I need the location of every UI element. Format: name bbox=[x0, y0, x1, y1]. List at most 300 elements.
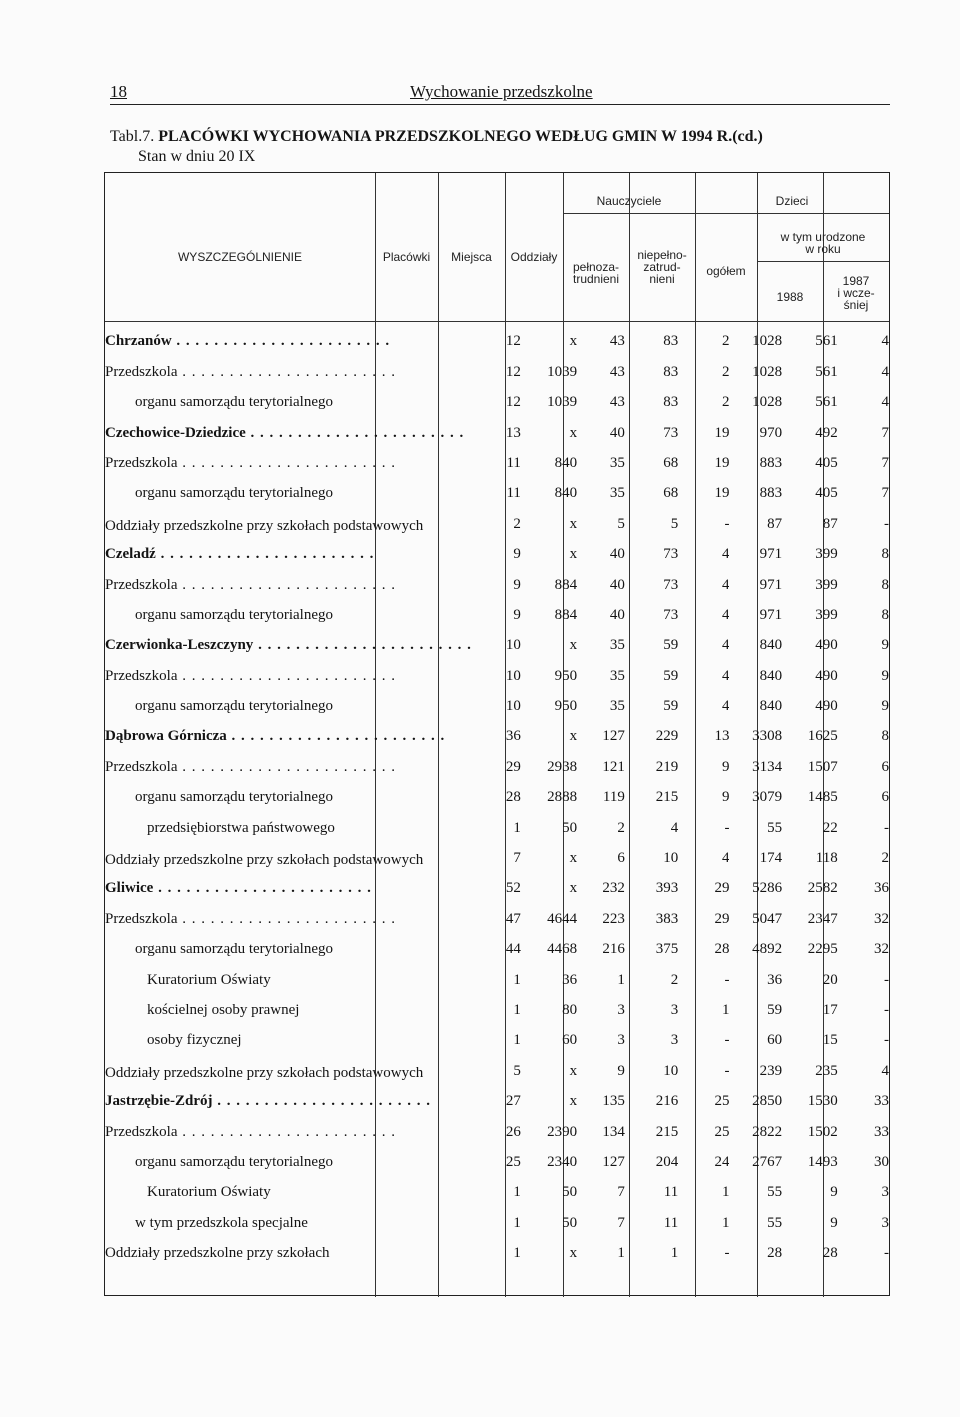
table-row bbox=[105, 1144, 889, 1174]
table-row bbox=[105, 353, 889, 383]
cell-value: 55 bbox=[767, 1214, 783, 1231]
cell-value: 40 bbox=[609, 606, 625, 623]
cell-value: 68 bbox=[663, 454, 679, 471]
cell-value: 27 bbox=[505, 1093, 521, 1110]
row-label bbox=[105, 840, 472, 870]
row-label-text: kościelnej osoby prawnej bbox=[147, 1001, 300, 1018]
cell-value: 3 bbox=[881, 1214, 889, 1231]
cell-value: 375 bbox=[655, 941, 679, 958]
table-row bbox=[105, 505, 889, 535]
row-label-text: Przedszkola . . . bbox=[105, 1124, 396, 1140]
cell-value: 4 bbox=[721, 576, 730, 593]
cell-value: 50 bbox=[562, 1214, 578, 1231]
cell-value: 10 bbox=[505, 667, 521, 684]
table-row bbox=[105, 384, 889, 414]
cell-value: x bbox=[569, 637, 578, 654]
cell-value: 26 bbox=[505, 1123, 521, 1140]
cell-value: - bbox=[724, 971, 730, 988]
row-label-text: Czeladź . . . bbox=[105, 546, 374, 562]
row-label bbox=[105, 353, 472, 383]
table-row bbox=[105, 748, 889, 778]
header-dzieci: Dzieci bbox=[775, 194, 809, 208]
cell-value: 2 bbox=[670, 971, 679, 988]
cell-value: 73 bbox=[663, 424, 679, 441]
row-label-text: Przedszkola . . . bbox=[105, 759, 396, 775]
cell-value: 43 bbox=[609, 394, 625, 411]
cell-value: 35 bbox=[609, 485, 625, 502]
header-rule bbox=[757, 261, 889, 262]
cell-value: 36 bbox=[767, 971, 783, 988]
row-label-text: Czerwionka-Leszczyny . . . bbox=[105, 637, 472, 653]
cell-value: 59 bbox=[663, 698, 679, 715]
row-label bbox=[105, 718, 472, 748]
table-row bbox=[105, 445, 889, 475]
cell-value: 32 bbox=[874, 910, 889, 927]
cell-value: 73 bbox=[663, 546, 679, 563]
data-table bbox=[104, 172, 890, 1296]
cell-value: 216 bbox=[602, 941, 625, 958]
cell-value: 28 bbox=[505, 789, 521, 806]
table-row bbox=[105, 1235, 889, 1265]
row-label bbox=[105, 597, 472, 627]
cell-value: 229 bbox=[655, 728, 679, 745]
cell-value: 6 bbox=[881, 758, 889, 775]
cell-value: 2888 bbox=[547, 789, 578, 806]
header-w-tym: w tym urodzone w roku bbox=[780, 230, 866, 256]
row-label-text: Czechowice-Dziedzice . . . bbox=[105, 425, 464, 441]
cell-value: 2 bbox=[721, 363, 730, 380]
row-label-text: w tym przedszkola specjalne bbox=[135, 1214, 308, 1231]
cell-value: - bbox=[724, 1245, 730, 1262]
cell-value: 840 bbox=[759, 667, 783, 684]
cell-value: 59 bbox=[663, 637, 679, 654]
cell-value: 43 bbox=[609, 363, 625, 380]
cell-value: 9 bbox=[881, 698, 889, 715]
table-row bbox=[105, 627, 889, 657]
table-row bbox=[105, 1083, 889, 1113]
row-label-text: Oddziały przedszkolne przy szkołach bbox=[105, 1245, 330, 1262]
header-ogolem: ogółem bbox=[706, 264, 746, 278]
cell-value: x bbox=[569, 728, 578, 745]
cell-value: 33 bbox=[874, 1123, 889, 1140]
cell-value: - bbox=[884, 819, 889, 836]
table-row bbox=[105, 900, 889, 930]
cell-value: 9 bbox=[513, 606, 521, 623]
cell-value: 1485 bbox=[807, 789, 838, 806]
cell-value: 35 bbox=[609, 454, 625, 471]
cell-value: 30 bbox=[874, 1153, 889, 1170]
cell-value: 1 bbox=[617, 971, 625, 988]
cell-value: 6 bbox=[881, 789, 889, 806]
table-row bbox=[105, 809, 889, 839]
cell-value: 9 bbox=[830, 1184, 838, 1201]
table-row bbox=[105, 779, 889, 809]
cell-value: x bbox=[569, 424, 578, 441]
cell-value: 883 bbox=[759, 485, 783, 502]
cell-value: 119 bbox=[602, 789, 625, 806]
cell-value: 2 bbox=[721, 394, 730, 411]
cell-value: 25 bbox=[714, 1123, 730, 1140]
cell-value: 4 bbox=[721, 637, 730, 654]
table-row bbox=[105, 992, 889, 1022]
cell-value: 11 bbox=[663, 1214, 679, 1231]
row-label bbox=[105, 627, 472, 657]
row-label bbox=[105, 566, 472, 596]
cell-value: 1039 bbox=[547, 363, 578, 380]
table-row bbox=[105, 931, 889, 961]
cell-value: 2 bbox=[617, 819, 625, 836]
row-label bbox=[105, 809, 472, 839]
table-number: Tabl.7. bbox=[110, 128, 155, 145]
row-label-text: organu samorządu terytorialnego bbox=[135, 941, 333, 958]
cell-value: 1625 bbox=[807, 728, 838, 745]
cell-value: 561 bbox=[815, 394, 838, 411]
cell-value: 204 bbox=[655, 1153, 679, 1170]
cell-value: 60 bbox=[562, 1032, 578, 1049]
header-placowki: Placówki bbox=[382, 250, 431, 264]
cell-value: 561 bbox=[815, 363, 838, 380]
cell-value: 35 bbox=[609, 698, 625, 715]
cell-value: 884 bbox=[554, 576, 578, 593]
cell-value: 393 bbox=[655, 880, 679, 897]
cell-value: x bbox=[569, 546, 578, 563]
cell-value: x bbox=[569, 880, 578, 897]
row-label bbox=[105, 900, 472, 930]
cell-value: 2 bbox=[721, 333, 730, 350]
cell-value: 32 bbox=[874, 941, 889, 958]
cell-value: - bbox=[884, 1245, 889, 1262]
cell-value: 2390 bbox=[547, 1123, 578, 1140]
cell-value: 9 bbox=[513, 576, 521, 593]
row-label bbox=[105, 1144, 472, 1174]
row-label bbox=[105, 931, 472, 961]
cell-value: 22 bbox=[822, 819, 838, 836]
cell-value: 1 bbox=[513, 819, 521, 836]
cell-value: 399 bbox=[815, 576, 838, 593]
cell-value: 1502 bbox=[807, 1123, 838, 1140]
cell-value: 43 bbox=[609, 333, 625, 350]
cell-value: 399 bbox=[815, 606, 838, 623]
cell-value: 11 bbox=[506, 454, 521, 471]
table-row bbox=[105, 597, 889, 627]
header-1988: 1988 bbox=[776, 290, 804, 304]
cell-value: x bbox=[569, 1093, 578, 1110]
cell-value: 4 bbox=[721, 667, 730, 684]
row-label bbox=[105, 445, 472, 475]
row-label-text: organu samorządu terytorialnego bbox=[135, 789, 333, 806]
cell-value: 24 bbox=[714, 1153, 730, 1170]
row-label-text: Chrzanów . . . bbox=[105, 333, 390, 349]
cell-value: 490 bbox=[815, 698, 838, 715]
row-label-text: organu samorządu terytorialnego bbox=[135, 698, 333, 715]
cell-value: 1530 bbox=[807, 1093, 838, 1110]
cell-value: 840 bbox=[759, 698, 783, 715]
cell-value: x bbox=[569, 1245, 578, 1262]
cell-value: 12 bbox=[505, 394, 521, 411]
cell-value: 33 bbox=[874, 1093, 889, 1110]
cell-value: 15 bbox=[822, 1032, 838, 1049]
cell-value: 55 bbox=[767, 1184, 783, 1201]
cell-value: 118 bbox=[815, 850, 838, 867]
row-label-text: Oddziały przedszkolne przy szkołach podstawowych bbox=[105, 517, 424, 534]
table-body bbox=[105, 323, 889, 1265]
cell-value: 1028 bbox=[752, 394, 783, 411]
row-label bbox=[105, 1204, 472, 1234]
cell-value: 399 bbox=[815, 546, 838, 563]
cell-value: 1 bbox=[513, 971, 521, 988]
cell-value: x bbox=[569, 333, 578, 350]
cell-value: 174 bbox=[759, 850, 783, 867]
cell-value: 52 bbox=[505, 880, 521, 897]
cell-value: 2822 bbox=[752, 1123, 783, 1140]
cell-value: 55 bbox=[767, 819, 783, 836]
row-label-text: Kuratorium Oświaty bbox=[147, 971, 271, 988]
row-label-text: osoby fizycznej bbox=[147, 1032, 242, 1049]
cell-value: 840 bbox=[759, 637, 783, 654]
cell-value: 28 bbox=[767, 1245, 783, 1262]
cell-value: 1 bbox=[617, 1245, 625, 1262]
cell-value: 2 bbox=[513, 515, 521, 532]
cell-value: 4 bbox=[881, 333, 889, 350]
row-label bbox=[105, 1022, 472, 1052]
cell-value: 950 bbox=[554, 698, 578, 715]
cell-value: 215 bbox=[655, 1123, 679, 1140]
cell-value: 59 bbox=[767, 1001, 783, 1018]
cell-value: 8 bbox=[881, 576, 889, 593]
table-title bbox=[110, 128, 763, 146]
row-label bbox=[105, 475, 472, 505]
cell-value: 19 bbox=[714, 485, 730, 502]
cell-value: 35 bbox=[609, 637, 625, 654]
cell-value: 1 bbox=[513, 1245, 521, 1262]
cell-value: 883 bbox=[759, 454, 783, 471]
cell-value: 4644 bbox=[547, 910, 578, 927]
cell-value: 1493 bbox=[807, 1153, 838, 1170]
cell-value: 492 bbox=[815, 424, 838, 441]
cell-value: 80 bbox=[562, 1001, 578, 1018]
cell-value: 9 bbox=[721, 789, 730, 806]
row-label-text: Kuratorium Oświaty bbox=[147, 1184, 271, 1201]
cell-value: 83 bbox=[663, 363, 679, 380]
cell-value: 4 bbox=[670, 819, 679, 836]
cell-value: 7 bbox=[881, 485, 889, 502]
cell-value: 971 bbox=[759, 546, 783, 563]
header-bottom-rule bbox=[105, 321, 889, 322]
row-label-text: Przedszkola . . . bbox=[105, 911, 396, 927]
cell-value: 5 bbox=[617, 515, 625, 532]
cell-value: 235 bbox=[815, 1062, 838, 1079]
table-row bbox=[105, 1174, 889, 1204]
table-row bbox=[105, 1113, 889, 1143]
table-row bbox=[105, 840, 889, 870]
cell-value: 11 bbox=[506, 485, 521, 502]
cell-value: 2 bbox=[881, 850, 889, 867]
cell-value: 9 bbox=[881, 667, 889, 684]
cell-value: 8 bbox=[881, 546, 889, 563]
cell-value: 3 bbox=[670, 1032, 679, 1049]
row-label bbox=[105, 657, 472, 687]
cell-value: 60 bbox=[767, 1032, 783, 1049]
cell-value: 9 bbox=[721, 758, 730, 775]
cell-value: 561 bbox=[815, 333, 838, 350]
row-label-text: Przedszkola . . . bbox=[105, 455, 396, 471]
cell-value: 3134 bbox=[752, 758, 783, 775]
cell-value: 9 bbox=[513, 546, 521, 563]
row-label-text: Przedszkola . . . bbox=[105, 364, 396, 380]
header-pelno: pełnoza- trudnieni bbox=[572, 260, 620, 286]
cell-value: 2850 bbox=[752, 1093, 783, 1110]
cell-value: - bbox=[884, 1001, 889, 1018]
cell-value: 28 bbox=[822, 1245, 838, 1262]
cell-value: 840 bbox=[554, 454, 578, 471]
cell-value: 36 bbox=[505, 728, 521, 745]
row-label bbox=[105, 870, 472, 900]
table-row bbox=[105, 566, 889, 596]
cell-value: 9 bbox=[617, 1062, 625, 1079]
cell-value: 6 bbox=[617, 850, 625, 867]
cell-value: 490 bbox=[815, 637, 838, 654]
page-header bbox=[110, 82, 890, 105]
cell-value: 11 bbox=[663, 1184, 679, 1201]
table-row bbox=[105, 1022, 889, 1052]
header-rule bbox=[563, 213, 889, 214]
cell-value: 4468 bbox=[547, 941, 578, 958]
cell-value: 4 bbox=[881, 394, 889, 411]
table-row bbox=[105, 961, 889, 991]
cell-value: 40 bbox=[609, 546, 625, 563]
row-label bbox=[105, 505, 472, 535]
cell-value: 4 bbox=[881, 363, 889, 380]
cell-value: 29 bbox=[714, 910, 730, 927]
cell-value: 36 bbox=[562, 971, 578, 988]
row-label-text: organu samorządu terytorialnego bbox=[135, 1153, 333, 1170]
cell-value: 840 bbox=[554, 485, 578, 502]
cell-value: - bbox=[724, 515, 730, 532]
cell-value: x bbox=[569, 515, 578, 532]
row-label bbox=[105, 748, 472, 778]
cell-value: 1 bbox=[513, 1214, 521, 1231]
table-row bbox=[105, 870, 889, 900]
row-label-text: Oddziały przedszkolne przy szkołach podstawowych bbox=[105, 1064, 424, 1081]
table-row bbox=[105, 1204, 889, 1234]
cell-value: 8 bbox=[881, 606, 889, 623]
cell-value: 490 bbox=[815, 667, 838, 684]
cell-value: 5 bbox=[513, 1062, 521, 1079]
cell-value: 83 bbox=[663, 394, 679, 411]
cell-value: 3 bbox=[617, 1001, 625, 1018]
cell-value: 3308 bbox=[752, 728, 783, 745]
cell-value: 68 bbox=[663, 485, 679, 502]
cell-value: 4 bbox=[721, 850, 730, 867]
cell-value: x bbox=[569, 850, 578, 867]
cell-value: 405 bbox=[815, 454, 838, 471]
cell-value: 3079 bbox=[752, 789, 783, 806]
cell-value: 35 bbox=[609, 667, 625, 684]
cell-value: 10 bbox=[663, 1062, 679, 1079]
row-label bbox=[105, 1235, 472, 1265]
cell-value: 1 bbox=[721, 1214, 730, 1231]
cell-value: 19 bbox=[714, 424, 730, 441]
table-title-text: PLACÓWKI WYCHOWANIA PRZEDSZKOLNEGO WEDŁUG GMIN W 1994 R.(cd.) bbox=[158, 128, 763, 145]
cell-value: 5 bbox=[670, 515, 679, 532]
cell-value: 36 bbox=[874, 880, 889, 897]
table-row bbox=[105, 1052, 889, 1082]
cell-value: 971 bbox=[759, 576, 783, 593]
row-label-text: Przedszkola . . . bbox=[105, 577, 396, 593]
cell-value: 73 bbox=[663, 606, 679, 623]
row-label bbox=[105, 779, 472, 809]
row-label-text: organu samorządu terytorialnego bbox=[135, 485, 333, 502]
row-label bbox=[105, 1113, 472, 1143]
cell-value: 3 bbox=[881, 1184, 889, 1201]
cell-value: 216 bbox=[655, 1093, 679, 1110]
cell-value: 1 bbox=[513, 1032, 521, 1049]
cell-value: 7 bbox=[617, 1184, 625, 1201]
cell-value: 232 bbox=[602, 880, 625, 897]
cell-value: 1 bbox=[721, 1184, 730, 1201]
cell-value: 17 bbox=[822, 1001, 838, 1018]
table-row bbox=[105, 657, 889, 687]
cell-value: 5286 bbox=[752, 880, 783, 897]
cell-value: 7 bbox=[881, 454, 889, 471]
row-label-text: Jastrzębie-Zdrój . . . bbox=[105, 1093, 431, 1109]
row-label bbox=[105, 414, 472, 444]
cell-value: 4 bbox=[721, 698, 730, 715]
cell-value: x bbox=[569, 1062, 578, 1079]
cell-value: 3 bbox=[617, 1032, 625, 1049]
cell-value: 134 bbox=[602, 1123, 625, 1140]
cell-value: 9 bbox=[830, 1214, 838, 1231]
cell-value: 7 bbox=[513, 850, 521, 867]
cell-value: - bbox=[884, 1032, 889, 1049]
cell-value: - bbox=[884, 515, 889, 532]
cell-value: - bbox=[724, 1032, 730, 1049]
table-row bbox=[105, 323, 889, 353]
header-miejsca: Miejsca bbox=[451, 250, 492, 264]
cell-value: 12 bbox=[505, 363, 521, 380]
row-label bbox=[105, 323, 472, 353]
cell-value: 47 bbox=[505, 910, 521, 927]
row-label bbox=[105, 1083, 472, 1113]
cell-value: 405 bbox=[815, 485, 838, 502]
cell-value: 2767 bbox=[752, 1153, 783, 1170]
cell-value: 50 bbox=[562, 1184, 578, 1201]
cell-value: 50 bbox=[562, 819, 578, 836]
cell-value: 127 bbox=[602, 1153, 625, 1170]
row-label bbox=[105, 384, 472, 414]
cell-value: 127 bbox=[602, 728, 625, 745]
cell-value: 383 bbox=[655, 910, 679, 927]
cell-value: 239 bbox=[759, 1062, 783, 1079]
row-label bbox=[105, 688, 472, 718]
cell-value: 73 bbox=[663, 576, 679, 593]
cell-value: 13 bbox=[714, 728, 730, 745]
table-row bbox=[105, 718, 889, 748]
cell-value: 2340 bbox=[547, 1153, 578, 1170]
cell-value: 29 bbox=[714, 880, 730, 897]
cell-value: 3 bbox=[670, 1001, 679, 1018]
header-nauczyciele: Nauczyciele bbox=[596, 194, 662, 208]
cell-value: 1 bbox=[513, 1184, 521, 1201]
row-label-text: Dąbrowa Górnicza . . . bbox=[105, 728, 445, 744]
cell-value: 4 bbox=[721, 546, 730, 563]
cell-value: 12 bbox=[505, 333, 521, 350]
cell-value: 2347 bbox=[807, 910, 838, 927]
cell-value: 59 bbox=[663, 667, 679, 684]
cell-value: 950 bbox=[554, 667, 578, 684]
cell-value: 40 bbox=[609, 424, 625, 441]
cell-value: 19 bbox=[714, 454, 730, 471]
